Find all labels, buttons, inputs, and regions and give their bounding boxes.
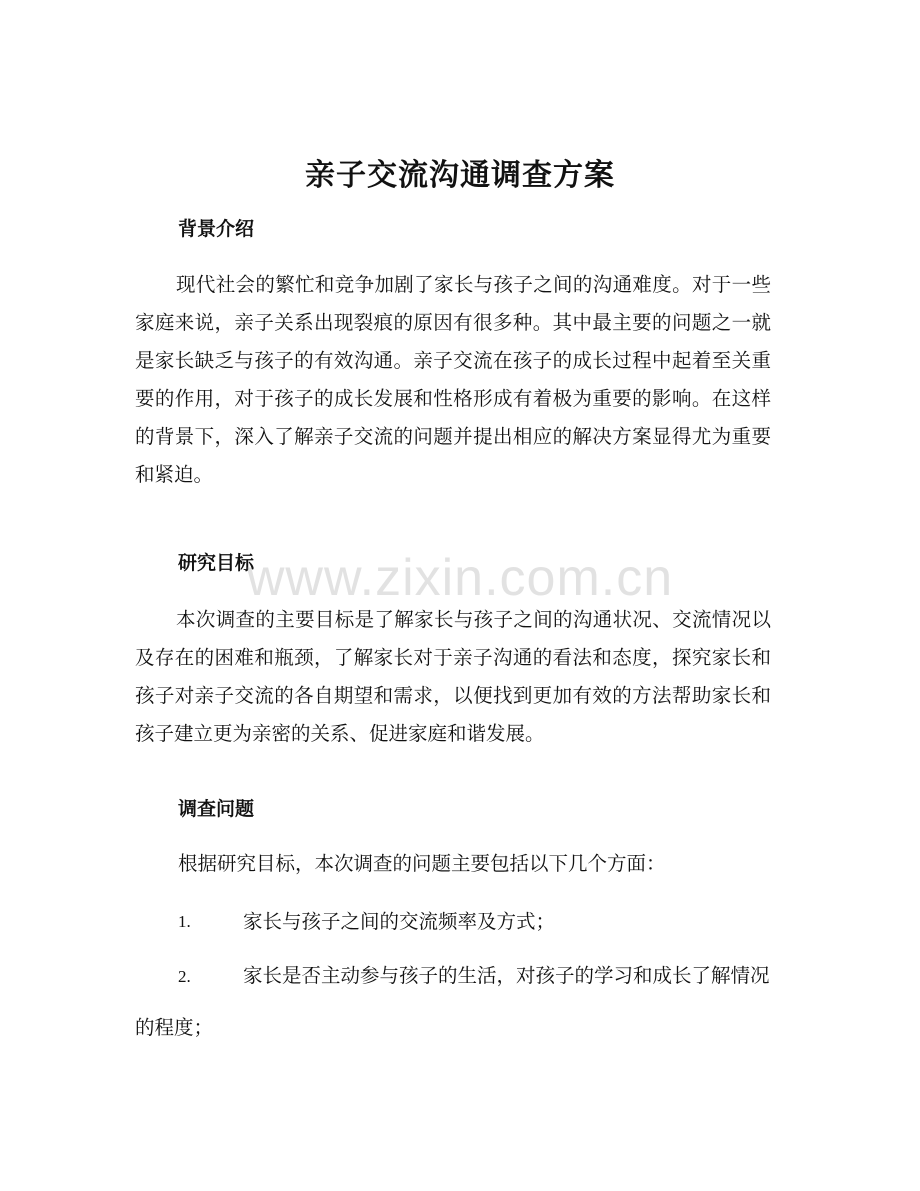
section-heading-questions: 调查问题	[178, 798, 255, 820]
document-title: 亲子交流沟通调查方案	[305, 158, 615, 193]
objective-paragraph: 本次调查的主要目标是了解家长与孩子之间的沟通状况、交流情况以及存在的困难和瓶颈，了解家长对于亲子沟通的看法和态度，探究家长和孩子对亲子交流的各自期望和需求，以便找到更加有效的方法帮助家长和孩子建立更为亲密的关系、促进家庭和谐发展。	[135, 608, 771, 745]
list-item-number: 2.	[178, 967, 191, 986]
questions-intro: 根据研究目标，本次调查的问题主要包括以下几个方面：	[178, 852, 666, 875]
watermark: www.zixin.com.cn	[246, 549, 674, 607]
section-heading-background: 背景介绍	[178, 218, 255, 240]
list-item-text: 家长与孩子之间的交流频率及方式；	[243, 910, 556, 933]
list-item-text: 家长是否主动参与孩子的生活，对孩子的学习和成长了解情况的程度；	[135, 964, 770, 1039]
section-heading-objective: 研究目标	[178, 552, 255, 574]
background-paragraph: 现代社会的繁忙和竞争加剧了家长与孩子之间的沟通难度。对于一些家庭来说，亲子关系出现裂痕的原因有很多种。其中最主要的问题之一就是家长缺乏与孩子的有效沟通。亲子交流在孩子的成长过程中起着至关重要的作用，对于孩子的成长发展和性格形成有着极为重要的影响。在这样的背景下，深入了解亲子交流的问题并提出相应的解决方案显得尤为重要和紧迫。	[135, 273, 771, 486]
list-item-number: 1.	[178, 912, 191, 931]
